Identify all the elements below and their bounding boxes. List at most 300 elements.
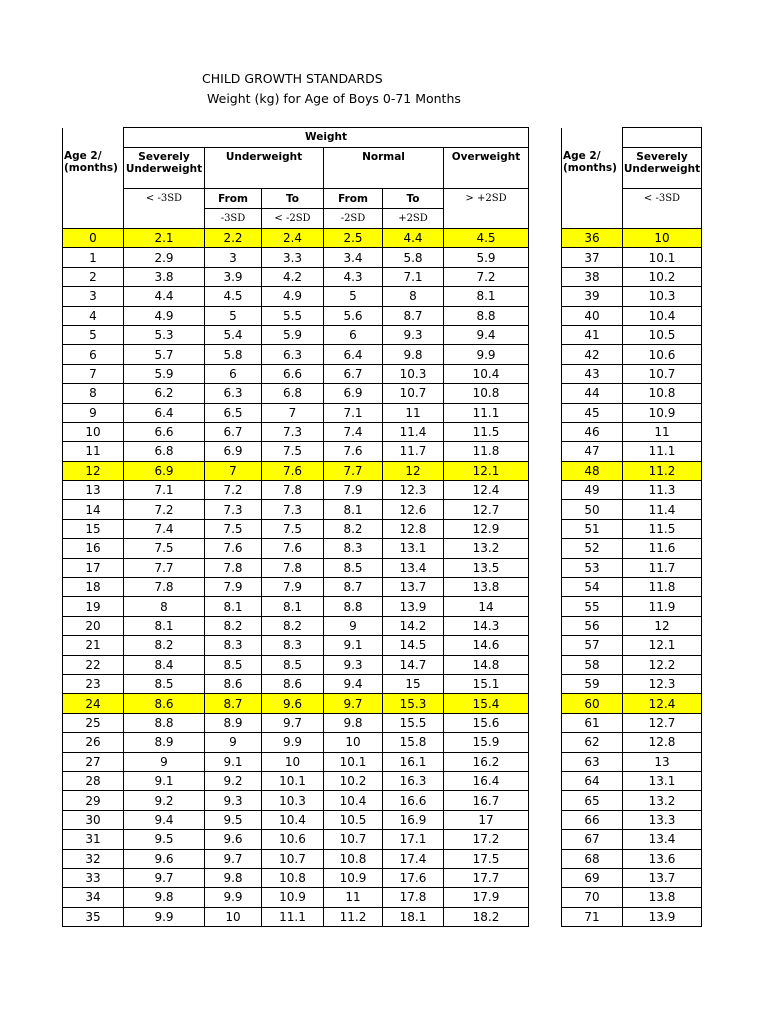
age-header: Age 2/ (months)	[64, 149, 118, 174]
age-cell: 43	[562, 364, 623, 383]
normal-from-cell: 9.3	[324, 655, 383, 674]
table-row	[63, 539, 529, 558]
underweight-from-cell: 8.1	[205, 597, 262, 616]
age-cell: 40	[562, 306, 623, 325]
underweight-from-cell: 3	[205, 248, 262, 267]
table-row	[562, 616, 702, 635]
overweight-cell: 15.6	[444, 713, 529, 732]
normal-from-cell: 10	[324, 733, 383, 752]
table-row	[562, 248, 702, 267]
underweight-from-cell: 9.3	[205, 791, 262, 810]
age-cell: 28	[63, 771, 124, 790]
severely-underweight-cell: 11.2	[623, 461, 702, 480]
normal-to-cell: 11.7	[383, 442, 444, 461]
severely-underweight-cell: 13.3	[623, 810, 702, 829]
severely-underweight-cell: 8.1	[124, 616, 205, 635]
age-cell: 16	[63, 539, 124, 558]
overweight-cell: 11.8	[444, 442, 529, 461]
underweight-from-cell: 7.5	[205, 519, 262, 538]
age-cell: 49	[562, 481, 623, 500]
age-cell: 0	[63, 229, 124, 248]
normal-to-cell: 16.3	[383, 771, 444, 790]
normal-from-cell: 9	[324, 616, 383, 635]
normal-to-cell: 12	[383, 461, 444, 480]
severely-underweight-cell: 2.9	[124, 248, 205, 267]
severely-underweight-cell: 10.4	[623, 306, 702, 325]
normal-from-cell: 3.4	[324, 248, 383, 267]
severely-underweight-cell: 11.7	[623, 558, 702, 577]
age-cell: 53	[562, 558, 623, 577]
table-row	[562, 229, 702, 248]
age-cell: 12	[63, 461, 124, 480]
normal-to-cell: 16.6	[383, 791, 444, 810]
severely-underweight-cell: 13.6	[623, 849, 702, 868]
age-cell: 55	[562, 597, 623, 616]
underweight-to-cell: 10.4	[262, 810, 324, 829]
table-row	[562, 771, 702, 790]
severely-underweight-cell: 5.9	[124, 364, 205, 383]
normal-from-neg2sd: -2SD	[324, 209, 383, 229]
underweight-to-header: To	[262, 189, 324, 209]
table-row	[63, 674, 529, 693]
normal-from-cell: 6.4	[324, 345, 383, 364]
underweight-from-cell: 5.8	[205, 345, 262, 364]
overweight-cell: 9.9	[444, 345, 529, 364]
normal-from-cell: 10.9	[324, 868, 383, 887]
severely-underweight-cell: 3.8	[124, 267, 205, 286]
normal-to-cell: 12.3	[383, 481, 444, 500]
overweight-cell: 17.7	[444, 868, 529, 887]
normal-from-cell: 6.9	[324, 384, 383, 403]
normal-to-cell: 13.7	[383, 578, 444, 597]
severely-underweight-cell: 12.3	[623, 674, 702, 693]
age-cell: 7	[63, 364, 124, 383]
normal-to-cell: 4.4	[383, 229, 444, 248]
age-cell: 23	[63, 674, 124, 693]
table-row	[63, 597, 529, 616]
underweight-from-cell: 7.9	[205, 578, 262, 597]
overweight-range-gt-pos2sd: > +2SD	[444, 189, 529, 209]
table-row	[562, 500, 702, 519]
severely-underweight-cell: 7.1	[124, 481, 205, 500]
normal-from-cell: 10.5	[324, 810, 383, 829]
table-row	[63, 287, 529, 306]
age-cell: 27	[63, 752, 124, 771]
underweight-from-cell: 8.3	[205, 636, 262, 655]
age-cell: 58	[562, 655, 623, 674]
severely-underweight-cell: 10.2	[623, 267, 702, 286]
underweight-from-cell: 6.3	[205, 384, 262, 403]
normal-to-cell: 16.1	[383, 752, 444, 771]
normal-from-cell: 7.6	[324, 442, 383, 461]
underweight-from-cell: 10	[205, 907, 262, 926]
underweight-header: Underweight	[205, 148, 324, 189]
table-row	[63, 248, 529, 267]
severely-underweight-cell: 11.9	[623, 597, 702, 616]
age-cell: 6	[63, 345, 124, 364]
table-row	[562, 384, 702, 403]
normal-from-cell: 6	[324, 325, 383, 344]
normal-to-cell: 13.9	[383, 597, 444, 616]
overweight-cell: 17	[444, 810, 529, 829]
underweight-to-cell: 10.6	[262, 830, 324, 849]
age-cell: 35	[63, 907, 124, 926]
severely-underweight-cell: 10.6	[623, 345, 702, 364]
severely-underweight-cell: 6.4	[124, 403, 205, 422]
underweight-to-cell: 3.3	[262, 248, 324, 267]
age-cell: 66	[562, 810, 623, 829]
age-header-cell	[63, 128, 124, 229]
overweight-cell: 17.2	[444, 830, 529, 849]
severely-underweight-cell: 10.1	[623, 248, 702, 267]
table-row	[562, 578, 702, 597]
age-cell: 29	[63, 791, 124, 810]
age-cell: 5	[63, 325, 124, 344]
severely-underweight-cell: 9.9	[124, 907, 205, 926]
severely-underweight-cell: 12.7	[623, 713, 702, 732]
underweight-from-cell: 9	[205, 733, 262, 752]
age-cell: 60	[562, 694, 623, 713]
age-cell: 24	[63, 694, 124, 713]
severely-underweight-cell: 12.4	[623, 694, 702, 713]
normal-to-cell: 12.8	[383, 519, 444, 538]
underweight-to-cell: 7.6	[262, 539, 324, 558]
age-header-cell-right	[562, 128, 623, 229]
age-cell: 44	[562, 384, 623, 403]
severely-underweight-cell: 10.8	[623, 384, 702, 403]
age-cell: 56	[562, 616, 623, 635]
age-cell: 36	[562, 229, 623, 248]
table-row	[63, 868, 529, 887]
overweight-cell: 13.2	[444, 539, 529, 558]
age-cell: 4	[63, 306, 124, 325]
weight-table-left	[62, 127, 529, 927]
underweight-to-cell: 8.1	[262, 597, 324, 616]
severely-underweight-cell: 13.9	[623, 907, 702, 926]
overweight-cell: 17.9	[444, 888, 529, 907]
table-row	[63, 810, 529, 829]
underweight-from-cell: 9.5	[205, 810, 262, 829]
overweight-cell: 12.7	[444, 500, 529, 519]
table-row	[562, 868, 702, 887]
age-cell: 26	[63, 733, 124, 752]
table-row	[63, 267, 529, 286]
underweight-from-cell: 7.3	[205, 500, 262, 519]
overweight-cell: 17.5	[444, 849, 529, 868]
age-cell: 42	[562, 345, 623, 364]
underweight-from-cell: 9.6	[205, 830, 262, 849]
table-row	[562, 694, 702, 713]
severely-underweight-cell: 12.8	[623, 733, 702, 752]
age-cell: 69	[562, 868, 623, 887]
table-row	[562, 907, 702, 926]
overweight-cell: 4.5	[444, 229, 529, 248]
underweight-to-cell: 11.1	[262, 907, 324, 926]
weight-table-right	[561, 127, 702, 927]
table-row	[562, 597, 702, 616]
table-row	[562, 519, 702, 538]
normal-to-cell: 11	[383, 403, 444, 422]
underweight-from-cell: 8.5	[205, 655, 262, 674]
underweight-to-cell: 7	[262, 403, 324, 422]
normal-from-cell: 5.6	[324, 306, 383, 325]
age-cell: 11	[63, 442, 124, 461]
normal-from-cell: 11	[324, 888, 383, 907]
underweight-to-cell: 9.9	[262, 733, 324, 752]
table-row	[562, 558, 702, 577]
underweight-from-cell: 7.8	[205, 558, 262, 577]
severely-underweight-header-right	[623, 148, 702, 189]
severely-underweight-cell: 7.7	[124, 558, 205, 577]
underweight-to-cell: 7.5	[262, 519, 324, 538]
underweight-from-cell: 6.7	[205, 422, 262, 441]
age-cell: 52	[562, 539, 623, 558]
underweight-to-cell: 10.3	[262, 791, 324, 810]
age-cell: 33	[63, 868, 124, 887]
overweight-cell: 14.6	[444, 636, 529, 655]
normal-to-cell: 17.1	[383, 830, 444, 849]
severely-underweight-cell: 13.2	[623, 791, 702, 810]
age-cell: 70	[562, 888, 623, 907]
weight-header-right-blank	[623, 128, 702, 148]
severely-underweight-cell: 13.8	[623, 888, 702, 907]
age-cell: 39	[562, 287, 623, 306]
underweight-from-cell: 6.9	[205, 442, 262, 461]
age-cell: 65	[562, 791, 623, 810]
age-cell: 17	[63, 558, 124, 577]
severely-range-blank	[124, 209, 205, 229]
overweight-cell: 9.4	[444, 325, 529, 344]
overweight-cell: 10.4	[444, 364, 529, 383]
severely-underweight-cell: 10.5	[623, 325, 702, 344]
severely-underweight-cell: 8.9	[124, 733, 205, 752]
severely-underweight-cell: 11.3	[623, 481, 702, 500]
table-row	[63, 752, 529, 771]
underweight-from-cell: 6.5	[205, 403, 262, 422]
underweight-from-cell: 5	[205, 306, 262, 325]
underweight-to-cell: 7.5	[262, 442, 324, 461]
table-row	[562, 325, 702, 344]
underweight-from-cell: 8.2	[205, 616, 262, 635]
normal-from-cell: 8.3	[324, 539, 383, 558]
normal-from-cell: 8.8	[324, 597, 383, 616]
normal-from-cell: 10.4	[324, 791, 383, 810]
underweight-to-cell: 8.2	[262, 616, 324, 635]
severely-underweight-cell: 9.8	[124, 888, 205, 907]
underweight-from-cell: 4.5	[205, 287, 262, 306]
underweight-from-cell: 7.6	[205, 539, 262, 558]
table-row	[63, 500, 529, 519]
age-cell: 1	[63, 248, 124, 267]
overweight-cell: 15.9	[444, 733, 529, 752]
age-cell: 22	[63, 655, 124, 674]
severely-underweight-label: Severely Underweight	[125, 151, 203, 175]
overweight-cell: 13.8	[444, 578, 529, 597]
severely-underweight-label-right: Severely Underweight	[623, 151, 701, 175]
table-row	[562, 422, 702, 441]
normal-from-cell: 11.2	[324, 907, 383, 926]
weight-header: Weight	[124, 128, 529, 148]
normal-to-header: To	[383, 189, 444, 209]
table-row	[562, 830, 702, 849]
normal-to-cell: 5.8	[383, 248, 444, 267]
table-row	[63, 849, 529, 868]
table-row	[63, 888, 529, 907]
severely-underweight-cell: 7.2	[124, 500, 205, 519]
underweight-from-cell: 9.2	[205, 771, 262, 790]
age-cell: 32	[63, 849, 124, 868]
overweight-cell: 8.8	[444, 306, 529, 325]
table-row	[63, 461, 529, 480]
table-row	[562, 713, 702, 732]
table-row	[63, 558, 529, 577]
overweight-cell: 5.9	[444, 248, 529, 267]
normal-to-cell: 14.7	[383, 655, 444, 674]
underweight-from-header: From	[205, 189, 262, 209]
underweight-to-cell: 6.3	[262, 345, 324, 364]
severely-underweight-cell: 7.5	[124, 539, 205, 558]
normal-from-cell: 2.5	[324, 229, 383, 248]
table-row	[562, 461, 702, 480]
severely-underweight-cell: 7.4	[124, 519, 205, 538]
severely-underweight-cell: 6.2	[124, 384, 205, 403]
age-cell: 13	[63, 481, 124, 500]
normal-to-cell: 13.1	[383, 539, 444, 558]
underweight-to-cell: 7.3	[262, 422, 324, 441]
severely-underweight-cell: 9.4	[124, 810, 205, 829]
underweight-to-cell: 8.3	[262, 636, 324, 655]
severely-underweight-cell: 10.3	[623, 287, 702, 306]
underweight-to-cell: 7.3	[262, 500, 324, 519]
severely-underweight-cell: 12	[623, 616, 702, 635]
normal-to-cell: 12.6	[383, 500, 444, 519]
overweight-cell: 14.3	[444, 616, 529, 635]
normal-from-cell: 7.4	[324, 422, 383, 441]
table-row	[63, 325, 529, 344]
severely-underweight-cell: 11.1	[623, 442, 702, 461]
table-row	[562, 655, 702, 674]
severely-underweight-cell: 8.2	[124, 636, 205, 655]
severely-range-lt-neg3sd: < -3SD	[124, 189, 205, 209]
table-row	[63, 655, 529, 674]
age-cell: 10	[63, 422, 124, 441]
normal-to-cell: 17.4	[383, 849, 444, 868]
table-row	[562, 752, 702, 771]
table-row	[562, 888, 702, 907]
overweight-cell: 15.4	[444, 694, 529, 713]
normal-to-cell: 10.7	[383, 384, 444, 403]
overweight-range-blank	[444, 209, 529, 229]
severely-underweight-cell: 13.1	[623, 771, 702, 790]
age-cell: 2	[63, 267, 124, 286]
severely-underweight-cell: 12.2	[623, 655, 702, 674]
overweight-cell: 7.2	[444, 267, 529, 286]
normal-from-cell: 8.7	[324, 578, 383, 597]
severely-underweight-cell: 2.1	[124, 229, 205, 248]
normal-to-cell: 17.8	[383, 888, 444, 907]
overweight-cell: 16.7	[444, 791, 529, 810]
underweight-to-cell: 7.6	[262, 461, 324, 480]
overweight-cell: 12.1	[444, 461, 529, 480]
severely-underweight-cell: 6.8	[124, 442, 205, 461]
normal-to-cell: 17.6	[383, 868, 444, 887]
table-row	[63, 519, 529, 538]
severely-underweight-cell: 10.7	[623, 364, 702, 383]
overweight-cell: 14	[444, 597, 529, 616]
table-row	[63, 578, 529, 597]
severely-underweight-cell: 4.9	[124, 306, 205, 325]
severely-underweight-cell: 11.5	[623, 519, 702, 538]
age-cell: 64	[562, 771, 623, 790]
overweight-cell: 16.4	[444, 771, 529, 790]
table-row	[63, 616, 529, 635]
table-row	[63, 403, 529, 422]
normal-from-cell: 9.1	[324, 636, 383, 655]
age-cell: 20	[63, 616, 124, 635]
table-row	[63, 384, 529, 403]
normal-from-cell: 4.3	[324, 267, 383, 286]
underweight-to-cell: 8.6	[262, 674, 324, 693]
age-header-right: Age 2/ (months)	[563, 149, 617, 174]
underweight-to-cell: 6.8	[262, 384, 324, 403]
severely-underweight-cell: 8.5	[124, 674, 205, 693]
age-cell: 15	[63, 519, 124, 538]
normal-from-cell: 6.7	[324, 364, 383, 383]
underweight-to-cell: 7.8	[262, 558, 324, 577]
severely-underweight-cell: 12.1	[623, 636, 702, 655]
overweight-cell: 13.5	[444, 558, 529, 577]
table-row	[63, 694, 529, 713]
age-cell: 62	[562, 733, 623, 752]
underweight-to-cell: 10	[262, 752, 324, 771]
age-cell: 48	[562, 461, 623, 480]
overweight-cell: 11.5	[444, 422, 529, 441]
underweight-from-cell: 7.2	[205, 481, 262, 500]
severely-underweight-cell: 10	[623, 229, 702, 248]
underweight-to-cell: 4.9	[262, 287, 324, 306]
overweight-header: Overweight	[444, 148, 529, 189]
severely-underweight-cell: 9.6	[124, 849, 205, 868]
underweight-from-cell: 2.2	[205, 229, 262, 248]
age-cell: 21	[63, 636, 124, 655]
table-row	[562, 733, 702, 752]
overweight-cell: 15.1	[444, 674, 529, 693]
underweight-to-cell: 7.9	[262, 578, 324, 597]
underweight-from-cell: 9.9	[205, 888, 262, 907]
table-row	[562, 287, 702, 306]
severely-underweight-cell: 8.4	[124, 655, 205, 674]
severely-underweight-cell: 10.9	[623, 403, 702, 422]
severely-underweight-cell: 9.5	[124, 830, 205, 849]
normal-to-cell: 15.5	[383, 713, 444, 732]
overweight-cell: 8.1	[444, 287, 529, 306]
underweight-from-cell: 9.1	[205, 752, 262, 771]
normal-to-cell: 9.3	[383, 325, 444, 344]
normal-to-cell: 13.4	[383, 558, 444, 577]
normal-from-cell: 10.8	[324, 849, 383, 868]
normal-to-cell: 14.5	[383, 636, 444, 655]
underweight-to-cell: 5.9	[262, 325, 324, 344]
normal-to-cell: 14.2	[383, 616, 444, 635]
age-cell: 67	[562, 830, 623, 849]
table-row	[562, 810, 702, 829]
table-row	[562, 403, 702, 422]
age-cell: 9	[63, 403, 124, 422]
age-cell: 54	[562, 578, 623, 597]
normal-from-cell: 8.5	[324, 558, 383, 577]
age-cell: 51	[562, 519, 623, 538]
normal-to-cell: 9.8	[383, 345, 444, 364]
